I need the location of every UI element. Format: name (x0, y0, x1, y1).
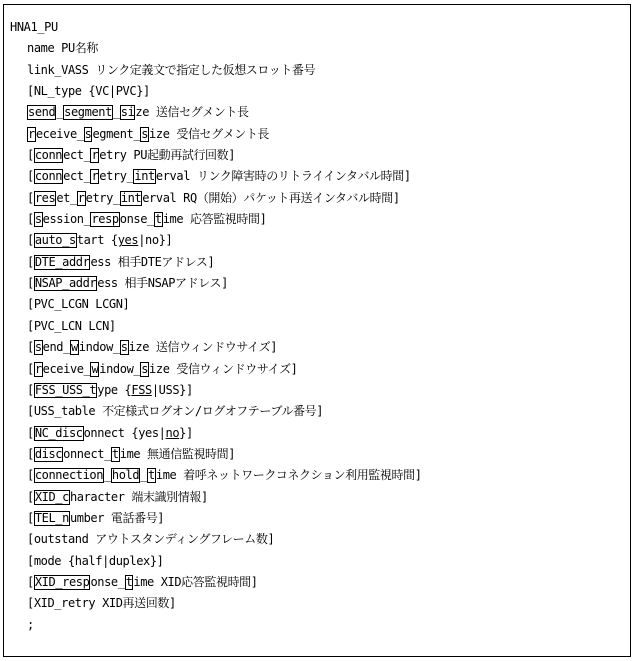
definition-line (10, 188, 630, 209)
line-text: [ (27, 382, 34, 397)
line-text: etry_ (85, 190, 120, 205)
line-text: ize 受信セグメント長 (149, 126, 270, 141)
definition-line (10, 209, 630, 230)
abbreviation-box: auto_s (34, 233, 76, 248)
definition-line (10, 102, 630, 123)
line-text: ime 着呼ネットワークコネクション利用監視時間] (155, 468, 422, 483)
abbreviation-box: resp (91, 212, 119, 227)
abbreviation-box: r (28, 126, 35, 141)
line-text: [ (27, 276, 34, 291)
line-text: [outstand アウトスタンディングフレーム数] (27, 532, 275, 547)
definition-line (10, 593, 630, 614)
abbreviation-box: int (134, 169, 155, 184)
line-text: [PVC_LCGN LCGN] (27, 297, 130, 312)
line-text: |no}] (138, 233, 173, 248)
line-text: [ (27, 446, 34, 461)
line-text: ess 相手NSAPアドレス] (97, 276, 228, 291)
line-text: ect_ (63, 169, 91, 184)
line-text: ess 相手DTEアドレス] (90, 254, 215, 269)
abbreviation-box: segment (64, 105, 112, 120)
line-text: [mode {half|duplex}] (27, 553, 164, 568)
abbreviation-box: conn (34, 169, 63, 184)
line-text: ze 送信セグメント長 (135, 105, 249, 120)
definition-line (10, 252, 630, 273)
line-text: name PU名称 (27, 41, 98, 56)
line-text: indow_ (78, 340, 120, 355)
definition-line (10, 145, 630, 166)
line-text: onnect_ (63, 446, 111, 461)
abbreviation-box: s (120, 340, 128, 355)
line-text: ype { (97, 382, 132, 397)
abbreviation-box: TEL_n (34, 510, 69, 525)
line-text: ize 受信ウィンドウサイズ] (149, 361, 298, 376)
abbreviation-box: r (91, 169, 99, 184)
definition-line (10, 273, 630, 294)
definition-line (10, 529, 630, 550)
line-text: _ (140, 468, 148, 483)
definition-line (10, 359, 630, 380)
definition-line (10, 60, 630, 81)
line-text: [ (27, 148, 34, 163)
definition-line (10, 230, 630, 251)
abbreviation-box: s (34, 340, 42, 355)
definition-line (10, 444, 630, 465)
abbreviation-box: r (34, 361, 42, 376)
definition-line (10, 166, 630, 187)
line-text: |USS}] (151, 382, 193, 397)
abbreviation-box: w (91, 361, 99, 376)
definition-line (10, 465, 630, 486)
line-text: [USS_table 不定様式ログオン/ログオフテーブル番号] (27, 404, 324, 419)
line-text: onnect {yes| (83, 425, 166, 440)
line-text: [ (27, 190, 34, 205)
definition-line (10, 337, 630, 358)
line-text: umber 電話番号] (69, 510, 165, 525)
line-text: egment_ (92, 126, 141, 141)
definition-line (10, 294, 630, 315)
abbreviation-box: t (154, 212, 162, 227)
line-text: [ (27, 212, 34, 227)
abbreviation-box: NC_disc (34, 425, 83, 440)
abbreviation-box: si (120, 105, 135, 120)
line-text: ime XID応答監視時間] (133, 574, 258, 589)
abbreviation-box: send (28, 105, 56, 120)
line-text: tart { (76, 233, 118, 248)
line-text: _ (112, 105, 120, 120)
abbreviation-box: r (91, 148, 99, 163)
line-text: }] (179, 425, 193, 440)
line-text: indow_ (99, 361, 141, 376)
definition-line (10, 508, 630, 529)
line-text: [ (27, 254, 34, 269)
line-text: ect_ (63, 148, 91, 163)
definition-line (10, 487, 630, 508)
line-text: [NL_type {VC|PVC}] (27, 84, 150, 99)
line-text: [XID_retry XID再送回数] (27, 596, 176, 611)
abbreviation-box: int (120, 190, 142, 205)
abbreviation-box: res (34, 190, 56, 205)
pu-definition-statement (10, 17, 630, 636)
line-text: haracter 端末識別情報] (69, 489, 208, 504)
line-text: etry PU起動再試行回数] (99, 148, 236, 163)
line-text: etry_ (99, 169, 134, 184)
line-text: [ (27, 169, 34, 184)
line-text: erval リンク障害時のリトライインタバル時間] (155, 169, 411, 184)
definition-line (10, 615, 630, 636)
abbreviation-box: t (125, 574, 133, 589)
default-value: yes (117, 233, 139, 248)
abbreviation-box: w (70, 340, 78, 355)
line-text: end_ (42, 340, 70, 355)
line-text: ime 応答監視時間] (162, 212, 267, 227)
abbreviation-box: NSAP_addr (34, 276, 97, 291)
line-text: [ (27, 468, 34, 483)
line-text: HNA1_PU (10, 20, 58, 34)
line-text: et_ (56, 190, 77, 205)
definition-line (10, 124, 630, 145)
abbreviation-box: t (111, 446, 119, 461)
line-text: [ (27, 510, 34, 525)
abbreviation-box: s (84, 126, 92, 141)
definition-line (10, 551, 630, 572)
line-text: eceive_ (42, 361, 91, 376)
definition-line (10, 380, 630, 401)
definition-line (10, 401, 630, 422)
line-text: [PVC_LCN LCN] (27, 318, 116, 333)
line-text: link_VASS リンク定義文で指定した仮想スロット番号 (27, 62, 316, 77)
line-text: [ (27, 361, 34, 376)
abbreviation-box: s (141, 361, 149, 376)
default-value: FSS (131, 382, 152, 397)
line-text: erval RQ（開始）パケット再送インタバル時間] (142, 190, 400, 205)
line-text: _ (56, 105, 64, 120)
line-text: [ (27, 340, 34, 355)
definition-line (10, 17, 630, 38)
abbreviation-box: conn (34, 148, 63, 163)
line-text: [ (27, 233, 34, 248)
abbreviation-box: hold (111, 468, 140, 483)
definition-line (10, 423, 630, 444)
line-text: _ (104, 468, 111, 483)
line-text: ime 無通信監視時間] (119, 446, 236, 461)
abbreviation-box: r (77, 190, 85, 205)
default-value: no (165, 425, 180, 440)
definition-line (10, 572, 630, 593)
abbreviation-box: s (141, 126, 149, 141)
line-text: eceive_ (35, 126, 84, 141)
abbreviation-box: s (34, 212, 42, 227)
definition-line (10, 38, 630, 59)
definition-line (10, 81, 630, 102)
abbreviation-box: disc (34, 446, 63, 461)
line-text: [ (27, 425, 34, 440)
abbreviation-box: XID_resp (34, 574, 90, 589)
line-text: onse_ (90, 574, 125, 589)
line-text: [ (27, 489, 34, 504)
abbreviation-box: t (148, 468, 155, 483)
abbreviation-box: FSS_USS_t (34, 382, 97, 397)
line-text: [ (27, 574, 34, 589)
abbreviation-box: connection (34, 468, 104, 483)
abbreviation-box: DTE_addr (34, 254, 90, 269)
line-text: ize 送信ウィンドウサイズ] (128, 340, 278, 355)
line-text: ; (27, 617, 34, 632)
line-text: onse_ (119, 212, 154, 227)
line-text: ession_ (42, 212, 91, 227)
abbreviation-box: XID_c (34, 489, 69, 504)
definition-line (10, 316, 630, 337)
